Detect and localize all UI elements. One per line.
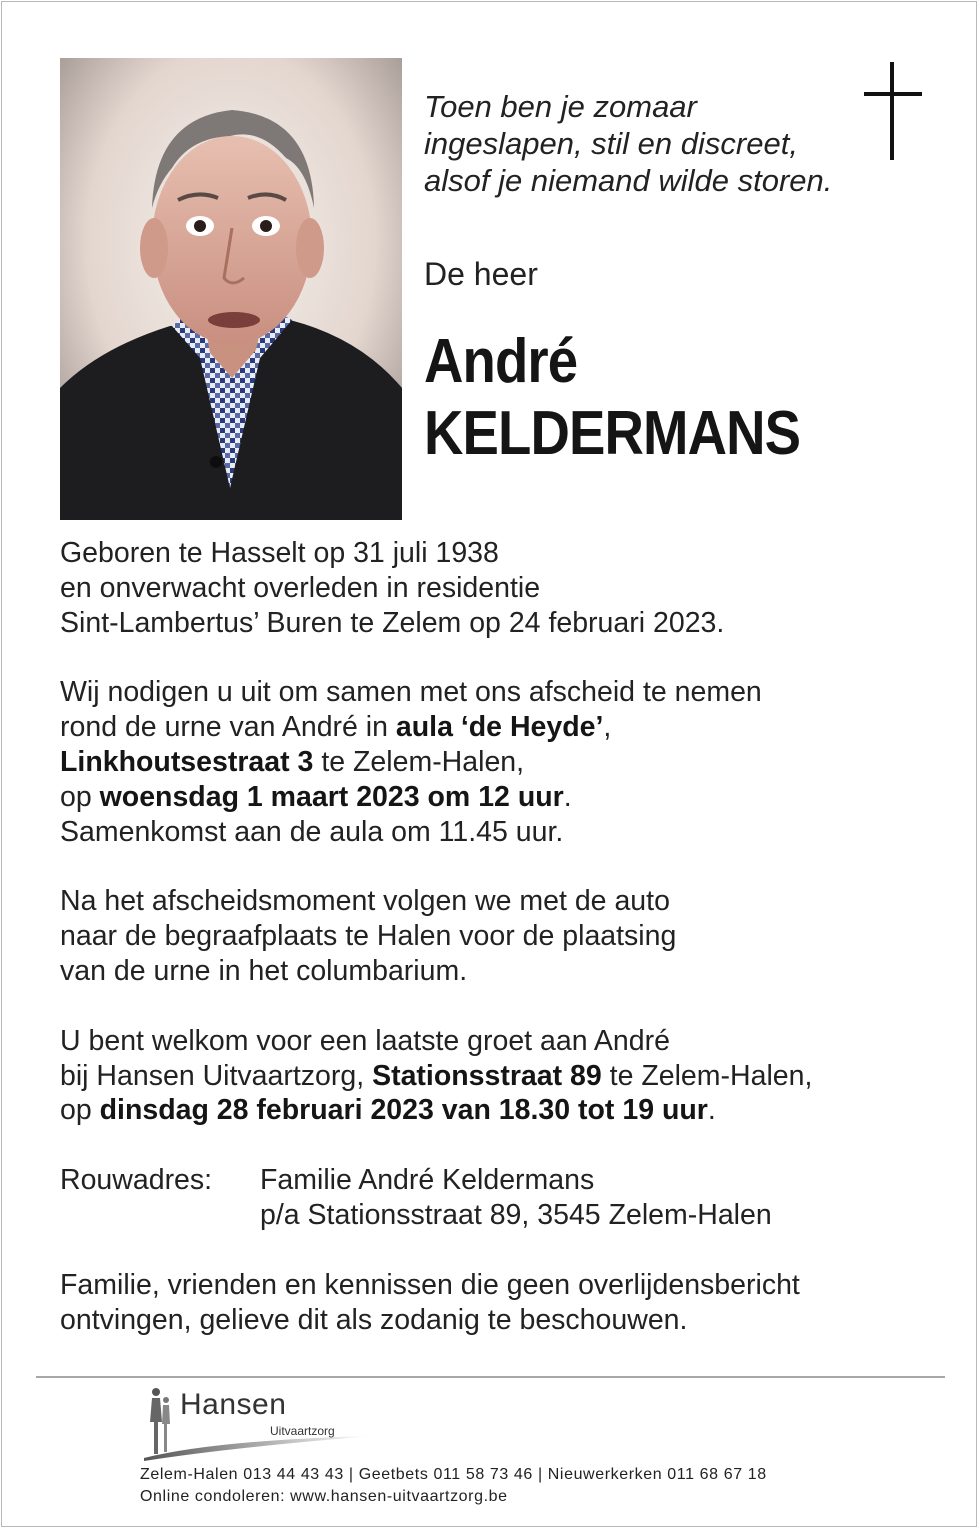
text-line: Na het afscheidsmoment volgen we met de auto <box>60 885 670 918</box>
poem <box>424 88 832 199</box>
poem-line: Toen ben je zomaar <box>424 89 697 124</box>
text-line: van de urne in het columbarium. <box>60 954 468 987</box>
footer-contacts <box>140 1464 767 1508</box>
mourning-address <box>60 1163 960 1233</box>
text-segment: op <box>60 780 100 813</box>
announcement-body <box>60 536 960 1372</box>
text-segment: te Zelem-Halen, <box>313 745 525 778</box>
poem-line: alsof je niemand wilde storen. <box>424 163 833 198</box>
text-segment: . <box>707 1094 716 1127</box>
venue-name: aula ‘de Heyde’ <box>395 711 604 744</box>
venue-street: Linkhoutsestraat 3 <box>60 745 314 778</box>
ceremony-datetime: woensdag 1 maart 2023 om 12 uur <box>99 780 564 813</box>
visitation-street: Stationsstraat 89 <box>372 1059 602 1092</box>
footer-divider <box>36 1376 945 1378</box>
text-line: Samenkomst aan de aula om 11.45 uur. <box>60 815 564 848</box>
text-segment: te Zelem-Halen, <box>601 1059 813 1092</box>
text-line: U bent welkom voor een laatste groet aan André <box>60 1024 670 1057</box>
deceased-name <box>424 326 800 470</box>
mourning-address-line: Familie André Keldermans <box>260 1164 595 1197</box>
burial-paragraph <box>60 884 960 988</box>
text-line: Sint-Lambertus’ Buren te Zelem op 24 februari 2023. <box>60 606 725 639</box>
text-line: en onverwacht overleden in residentie <box>60 571 541 604</box>
birth-death-paragraph <box>60 536 960 640</box>
latin-cross-icon <box>864 62 922 160</box>
ceremony-paragraph <box>60 675 960 849</box>
last-name: KELDERMANS <box>424 399 801 468</box>
text-line: ontvingen, gelieve dit als zodanig te beschouwen. <box>60 1303 688 1336</box>
text-line: Geboren te Hasselt op 31 juli 1938 <box>60 537 499 569</box>
text-segment: rond de urne van André in <box>60 711 396 744</box>
text-line: Wij nodigen u uit om samen met ons afscheid te nemen <box>60 676 762 709</box>
mourning-address-label: Rouwadres: <box>60 1164 213 1197</box>
visitation-datetime: dinsdag 28 februari 2023 van 18.30 tot 19 uur <box>99 1094 708 1127</box>
salutation: De heer <box>424 256 538 292</box>
portrait-photo <box>60 58 402 520</box>
text-line: naar de begraafplaats te Halen voor de plaatsing <box>60 920 677 953</box>
text-segment: , <box>603 711 612 744</box>
condolence-link[interactable]: Online condoleren: www.hansen-uitvaartzorg.be <box>140 1488 508 1505</box>
funeral-home-subtitle: Uitvaartzorg <box>270 1424 335 1438</box>
closing-paragraph <box>60 1268 960 1338</box>
text-segment: . <box>563 780 572 813</box>
first-name: André <box>424 327 578 396</box>
visitation-paragraph <box>60 1024 960 1128</box>
mourning-address-line: p/a Stationsstraat 89, 3545 Zelem-Halen <box>260 1198 772 1231</box>
contact-phones: Zelem-Halen 013 44 43 43 | Geetbets 011 58 73 46 | Nieuwerkerken 011 68 67 18 <box>140 1466 767 1483</box>
text-segment: bij Hansen Uitvaartzorg, <box>60 1059 373 1092</box>
text-line: Familie, vrienden en kennissen die geen overlijdensbericht <box>60 1268 800 1301</box>
poem-line: ingeslapen, stil en discreet, <box>424 126 798 161</box>
text-segment: op <box>60 1094 100 1127</box>
funeral-home-name: Hansen <box>180 1388 287 1421</box>
